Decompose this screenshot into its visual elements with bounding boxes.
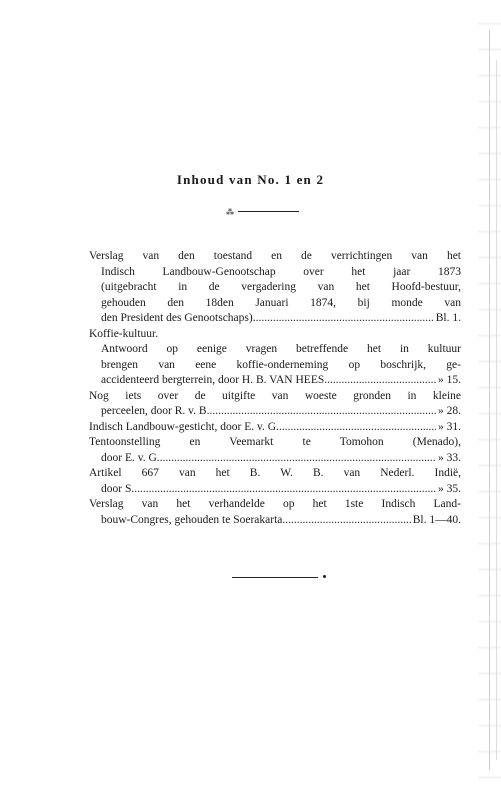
section-heading: Koffie-kultuur. (89, 327, 159, 340)
toc-entry (89, 435, 461, 466)
toc-line: den President des Genootschaps) (101, 312, 253, 324)
toc-entry (89, 249, 461, 327)
toc-entry (89, 327, 461, 389)
toc-line: Verslag van den toestand en de verrichtingen van het (89, 250, 461, 262)
toc-line: Antwoord op eenige vragen betreffende het in kultuur (101, 343, 461, 355)
toc-entry (89, 389, 461, 420)
dot-leader (160, 451, 436, 467)
toc-line: perceelen, door R. v. B. (101, 405, 210, 417)
page-number: » 28. (438, 405, 461, 417)
closing-rule (232, 574, 332, 580)
dot-leader (279, 420, 436, 436)
page-number: Bl. 1—40. (412, 513, 461, 526)
page-number: Bl. 1. (435, 312, 461, 324)
toc-line: Verslag van het verhandelde op het 1ste Indisch Land- (89, 498, 461, 510)
toc-line: door E. v. G. (101, 451, 160, 464)
dot-leader (134, 482, 436, 498)
dot-leader (282, 513, 410, 529)
toc-entry (89, 497, 461, 528)
toc-line: brengen van eene koffie-onderneming op boschrijk, ge- (101, 358, 461, 371)
ornament-rule (238, 211, 299, 212)
page-number: » 33. (438, 451, 461, 464)
ornament-glyph: ⁂ (226, 208, 234, 217)
toc-entry (89, 420, 461, 436)
dot-leader (209, 404, 436, 420)
toc-line: door S. (101, 482, 135, 495)
page-number: » 35. (438, 482, 461, 495)
dot-leader (253, 311, 434, 327)
rule-line (232, 577, 318, 578)
toc-line: Artikel 667 van het B. W. B. van Nederl. Indië, (89, 467, 461, 479)
page-edge-line (496, 60, 497, 760)
toc-line: Indisch Landbouw-Genootschap over het jaar 1873 (101, 265, 461, 278)
page-edge-line (489, 30, 490, 770)
toc-line: Tentoonstelling en Veemarkt te Tomohon (Menado), (89, 436, 461, 448)
toc-line: bouw-Congres, gehouden te Soerakarta (101, 513, 283, 526)
rule-dot (323, 575, 326, 578)
page-title: Inhoud van No. 1 en 2 (176, 172, 325, 187)
toc-line: (uitgebracht in de vergadering van het Hoofd-bestuur, (101, 281, 461, 293)
toc-line: gehouden den 18den Januari 1874, bij monde van (101, 296, 461, 309)
dot-leader (324, 373, 436, 389)
page-number: » 31. (438, 420, 461, 433)
title-ornament (226, 207, 301, 215)
table-of-contents (89, 249, 461, 528)
page-number: » 15. (438, 374, 461, 386)
toc-entry (89, 466, 461, 497)
toc-line: Indisch Landbouw-gesticht, door E. v. G. (89, 420, 279, 433)
toc-line: Nog iets over de uitgifte van woeste gronden in kleine (89, 389, 461, 402)
toc-line: accidenteerd bergterrein, door H. B. VAN HEES (101, 374, 325, 386)
